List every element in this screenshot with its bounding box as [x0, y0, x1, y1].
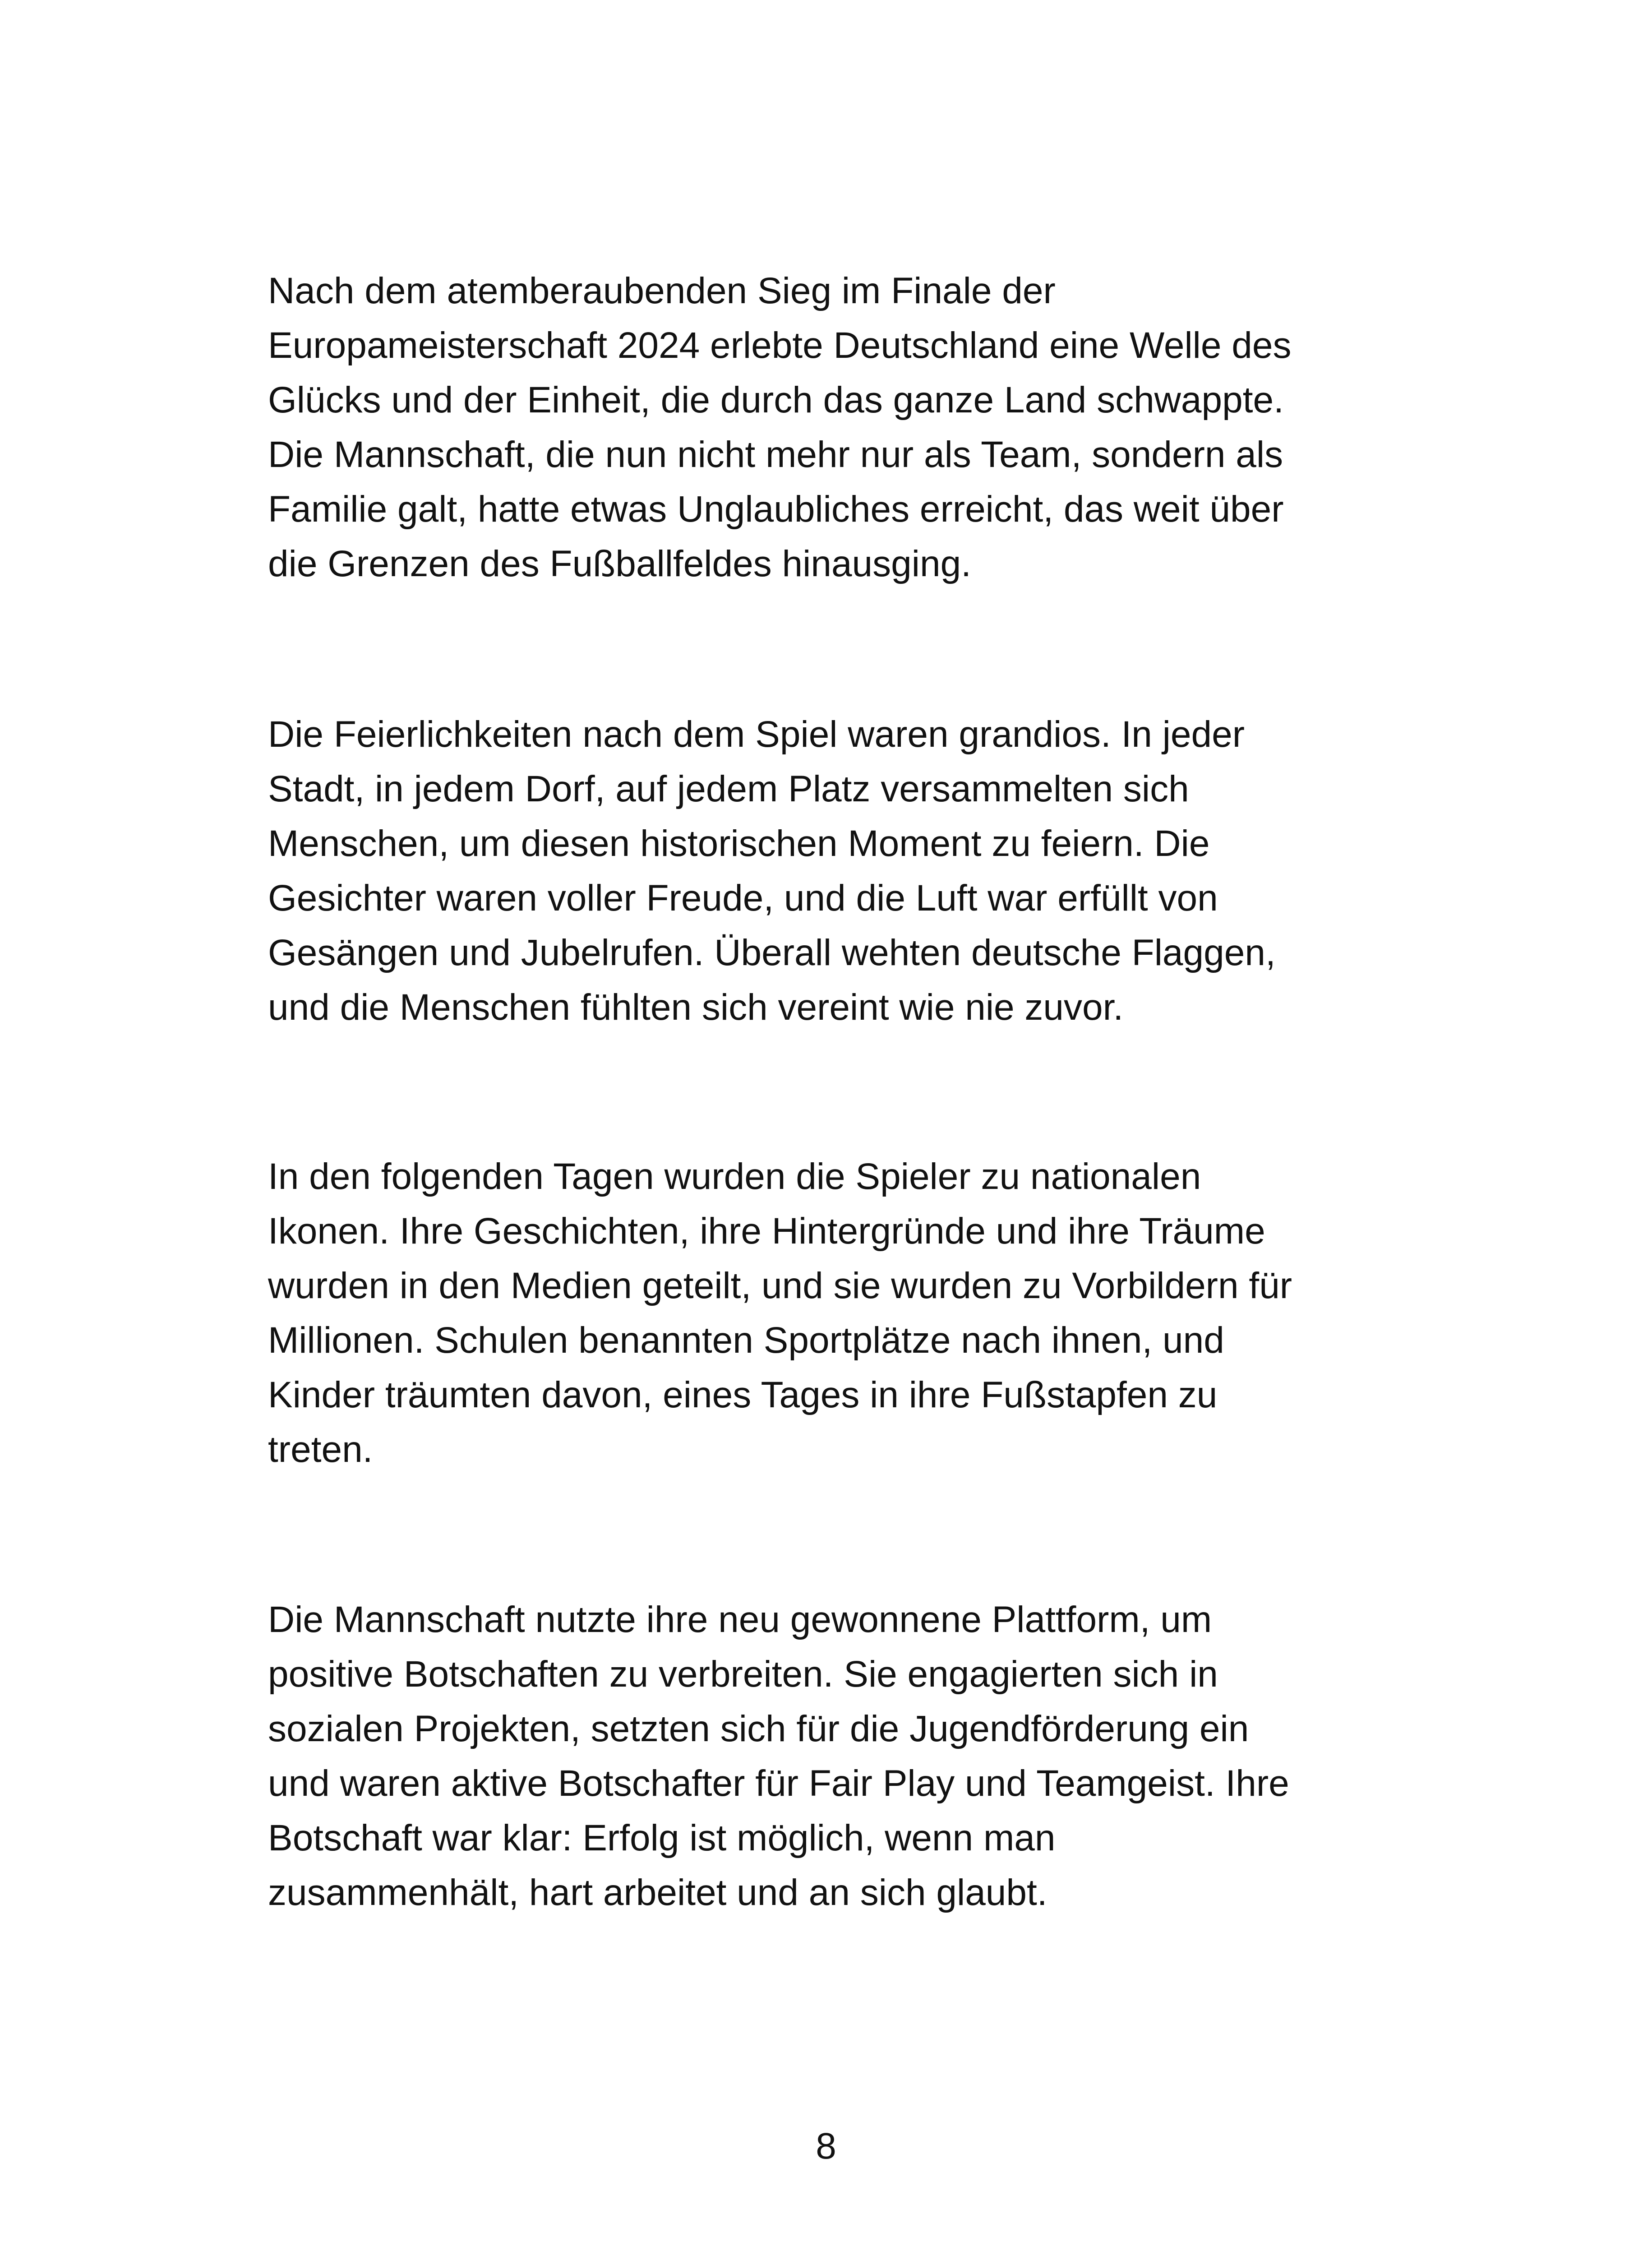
- paragraph-2: [268, 707, 1405, 1035]
- paragraph-1: [268, 264, 1405, 591]
- paragraph-line: Nach dem atemberaubenden Sieg im Finale der: [268, 270, 1056, 311]
- paragraph-line: Familie galt, hatte etwas Unglaubliches erreicht, das weit über: [268, 489, 1284, 530]
- paragraph-line: treten.: [268, 1429, 373, 1470]
- paragraph-line: Gesängen und Jubelrufen. Überall wehten deutsche Flaggen,: [268, 932, 1276, 973]
- paragraph-line: und waren aktive Botschafter für Fair Play und Teamgeist. Ihre: [268, 1763, 1289, 1804]
- paragraph-line: Gesichter waren voller Freude, und die Luft war erfüllt von: [268, 878, 1218, 919]
- paragraph-line: Ikonen. Ihre Geschichten, ihre Hintergründe und ihre Träume: [268, 1211, 1265, 1252]
- paragraph-3: [268, 1149, 1405, 1477]
- paragraph-line: Die Feierlichkeiten nach dem Spiel waren grandios. In jeder: [268, 714, 1245, 755]
- paragraph-line: Die Mannschaft, die nun nicht mehr nur als Team, sondern als: [268, 434, 1283, 475]
- paragraph-line: In den folgenden Tagen wurden die Spieler zu nationalen: [268, 1156, 1201, 1197]
- paragraph-line: wurden in den Medien geteilt, und sie wurden zu Vorbildern für: [268, 1265, 1292, 1306]
- paragraph-line: die Grenzen des Fußballfeldes hinausging.: [268, 543, 971, 584]
- paragraph-line: Europameisterschaft 2024 erlebte Deutschland eine Welle des: [268, 325, 1292, 366]
- paragraph-line: sozialen Projekten, setzten sich für die Jugendförderung ein: [268, 1708, 1249, 1749]
- paragraph-line: positive Botschaften zu verbreiten. Sie engagierten sich in: [268, 1654, 1218, 1695]
- paragraph-line: und die Menschen fühlten sich vereint wie nie zuvor.: [268, 987, 1124, 1028]
- paragraph-4: [268, 1592, 1405, 1920]
- paragraph-line: Menschen, um diesen historischen Moment zu feiern. Die: [268, 823, 1210, 864]
- paragraph-line: zusammenhält, hart arbeitet und an sich glaubt.: [268, 1872, 1047, 1913]
- paragraph-line: Millionen. Schulen benannten Sportplätze nach ihnen, und: [268, 1320, 1224, 1361]
- paragraph-line: Glücks und der Einheit, die durch das ganze Land schwappte.: [268, 379, 1284, 421]
- paragraph-line: Die Mannschaft nutzte ihre neu gewonnene Plattform, um: [268, 1599, 1212, 1640]
- paragraph-line: Botschaft war klar: Erfolg ist möglich, wenn man: [268, 1817, 1056, 1858]
- paragraph-line: Kinder träumten davon, eines Tages in ihre Fußstapfen zu: [268, 1374, 1218, 1415]
- page-number: 8: [816, 2126, 836, 2167]
- paragraph-line: Stadt, in jedem Dorf, auf jedem Platz versammelten sich: [268, 768, 1189, 809]
